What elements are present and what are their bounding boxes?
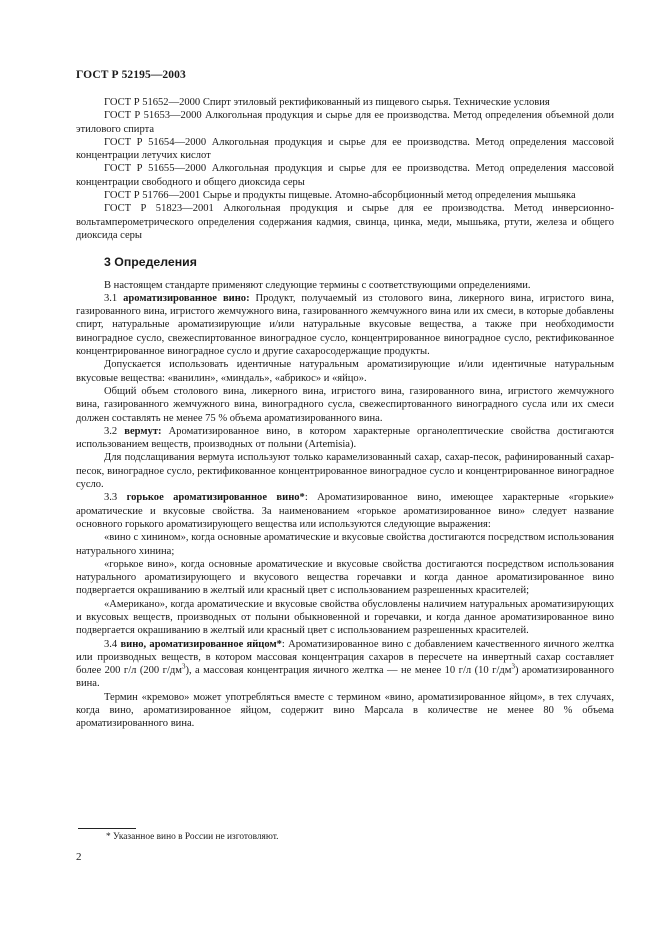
definition-number: 3.4: [104, 638, 118, 650]
definition-3-2: [76, 425, 614, 452]
definition-term: ароматизированное вино:: [123, 292, 250, 304]
definition-text: Продукт, получаемый из столового вина, ликерного вина, игристого вина, газированного вина, игристого жемчужного вина, газированного жемчужного вина или их смеси, в которые добавлены спирт, натуральные ароматизирующие и/или натуральные вкусовые вещества, а также при необходимости виноградное сусло, свежеспиртованное виноградное сусло, концентрированное виноградное сусло, ректификованное концентрированное виноградное сусло и другие сахаросодержащие продукты.: [76, 292, 614, 358]
definition-3-4-note: Термин «кремово» может употребляться вместе с термином «вино, ароматизированное яйцом», в тех случаях, когда вино, ароматизированное яйцом, содержит вино Марсала в количестве не менее 80 % объема ароматизированного вина.: [76, 691, 614, 730]
definition-3-1-note-1: Допускается использовать идентичные натуральным ароматизирующие и/или идентичные натуральным вкусовые вещества: «ванилин», «миндаль», «абрикос» и «яйцо».: [76, 359, 614, 384]
section-intro: В настоящем стандарте применяют следующие термины с соответствующими определениями.: [104, 279, 531, 291]
definition-3-1: [76, 292, 614, 358]
footnote-marker: *: [299, 492, 305, 504]
page-number: 2: [76, 851, 82, 863]
superscript: 3: [181, 662, 186, 671]
definition-text: ), а массовая концентрация яичного желтка — не менее 10 г/л (10 г/дм: [185, 665, 512, 677]
definition-text: : Ароматизированное вино, имеющее характерные «горькие» ароматические и вкусовые свойства. За наименованием «горькое ароматизированное вино» следует название основного горького ароматизирующего вещества или используются следующие выражения:: [76, 492, 614, 530]
definition-term: вино, ароматизированное яйцом: [120, 638, 277, 650]
reference-51652: ГОСТ Р 51652—2000 Спирт этиловый ректификованный из пищевого сырья. Технические условия: [104, 97, 550, 108]
definition-3-3-bitter: «горькое вино», когда основные ароматические и вкусовые свойства достигаются посредством использования натурального ароматизирующего и вкусового вещества горечавки и когда данное ароматизированное вино подвергается окрашиванию в желтый или красный цвет с использованием разрешенных красителей;: [76, 558, 614, 597]
reference-51823: ГОСТ Р 51823—2001 Алкогольная продукция и сырье для ее производства. Метод инверсионно-вольтамперометрического определения содержания кадмия, свинца, цинка, меди, мышьяка, ртути, железа и общего диоксида серы: [76, 203, 614, 241]
definition-text: ) ароматизированного вина.: [76, 665, 614, 690]
footnote-divider: [78, 828, 136, 829]
definition-number: 3.2: [104, 425, 118, 437]
definition-3-4: [76, 638, 614, 691]
definition-text: Ароматизированное вино, в котором характерные органолептические свойства достигаются использованием веществ, производных от полыни (Artemisia).: [76, 425, 614, 451]
reference-51653: ГОСТ Р 51653—2000 Алкогольная продукция и сырье для ее производства. Метод определения объемной доли этилового спирта: [76, 110, 614, 135]
definition-number: 3.1: [104, 292, 118, 304]
definition-3-2-note: Для подслащивания вермута используют только карамелизованный сахар, сахар-песок, рафинированный сахар-песок, виноградное сусло, ректификованное концентрированное виноградное сусло и концентрированное виноградное сусло.: [76, 452, 614, 491]
document-body: [76, 96, 614, 731]
footnote-marker: *: [276, 638, 282, 650]
definition-text: : Ароматизированное вино с добавлением качественного яичного желтка или производных веществ, в котором массовая концентрация сахаров в пересчете на инвертный сахар составляет более 200 г/л (200 г/дм: [76, 638, 614, 677]
reference-51766: ГОСТ Р 51766—2001 Сырье и продукты пищевые. Атомно-абсорбционный метод определения мышьяка: [104, 190, 576, 202]
reference-51655: ГОСТ Р 51655—2000 Алкогольная продукция и сырье для ее производства. Метод определения массовой концентрации свободного и общего диоксида серы: [76, 163, 614, 188]
section-title: 3 Определения: [104, 255, 197, 270]
definition-3-3-quinine: «вино с хинином», когда основные ароматические и вкусовые свойства достигаются посредством использования натурального хинина;: [76, 532, 614, 557]
definition-number: 3.3: [104, 492, 118, 504]
definition-3-3: [76, 491, 614, 531]
reference-51654: ГОСТ Р 51654—2000 Алкогольная продукция и сырье для ее производства. Метод определения массовой концентрации летучих кислот: [76, 136, 614, 162]
definition-3-3-americano: «Американо», когда ароматические и вкусовые свойства обусловлены наличием натуральных ароматизирующих и вкусовых веществ, производных от полыни обыкновенной и горечавки, и когда данное ароматизированное вино подвергается окрашиванию в желтый или красный цвет с использованием разрешенных красителей.: [76, 598, 614, 637]
definition-term: вермут:: [124, 425, 162, 437]
superscript: 3: [511, 662, 515, 671]
document-header: ГОСТ Р 52195—2003: [76, 69, 186, 81]
definition-3-1-note-2: Общий объем столового вина, ликерного вина, игристого вина, газированного вина, игристого жемчужного вина, газированного жемчужного вина, виноградного сусла, свежеспиртованного виноградного сусла или их смеси должен составлять не менее 75 % объема ароматизированного вина.: [76, 385, 614, 424]
definition-term: горькое ароматизированное вино: [126, 492, 300, 504]
footnote: * Указанное вино в России не изготовляют.: [106, 832, 279, 842]
